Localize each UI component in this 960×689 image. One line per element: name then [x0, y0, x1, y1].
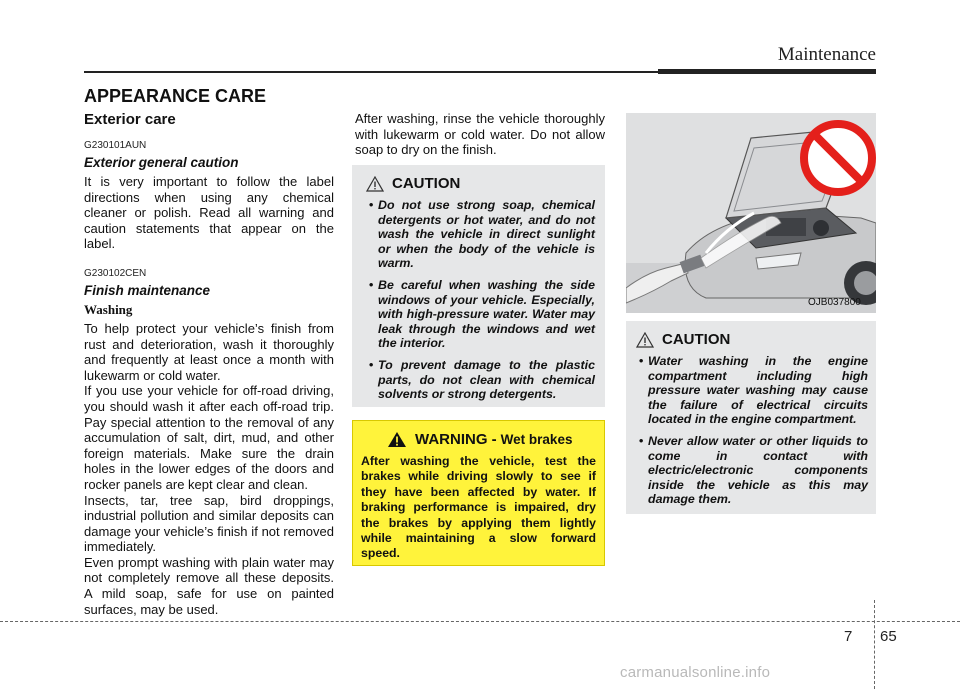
section-title: APPEARANCE CARE	[84, 86, 267, 106]
subheading-general-caution: Exterior general caution	[84, 155, 239, 170]
caution-item: • Do not use strong soap, chemical detergents or hot water, and do not wash the vehicle in direct sunlight or when the body of the vehicle is warm.	[366, 198, 595, 271]
warning-title-sub: Wet brakes	[500, 432, 573, 447]
car-hood-open-illustration	[626, 113, 876, 313]
subheading-finish-maintenance: Finish maintenance	[84, 282, 211, 298]
warning-title-main: WARNING -	[415, 431, 497, 448]
warning-triangle-icon	[387, 431, 407, 448]
caution-triangle-icon	[636, 332, 654, 348]
paragraph-washing-4: Even prompt washing with plain water may not completely remove all these deposits. A mild soap, safe for use on painted surfaces, may be used.	[84, 554, 334, 617]
caution-title: CAUTION	[662, 331, 731, 348]
warning-body: After washing the vehicle, test the brakes while driving slowly to see if they have been affected by water. If braking performance is impaired, dry the brakes by applying them lightly while maintaining a slow forward speed.	[361, 454, 596, 561]
caution-item: • Never allow water or other liquids to come in contact with electric/electronic components inside the vehicle as this may damage them.	[636, 434, 868, 507]
caution-title: CAUTION	[392, 175, 461, 192]
paragraph-washing-3: Insects, tar, tree sap, bird droppings, industrial pollution and similar deposits can damage your vehicle’s finish if not removed immediately.	[84, 492, 334, 555]
paragraph-washing-1: To help protect your vehicle’s finish from rust and deterioration, wash it thoroughly and frequently at least once a month with lukewarm or cold water.	[84, 320, 334, 383]
washing-heading: Washing	[84, 301, 133, 317]
exterior-care-heading: Exterior care	[84, 111, 176, 128]
figure-engine-wash-prohibited	[626, 113, 876, 313]
paragraph-washing-2: If you use your vehicle for off-road driving, you should wash it after each off-road trip. Pay special attention to the removal of any accumulation of salt, dirt, mud, and other foreign materials. Make sure the drain holes in the lower edges of the doors and rocker panels are kept clear and clean.	[84, 383, 334, 492]
caution-heading	[636, 331, 868, 348]
warning-box-wet-brakes	[352, 420, 605, 566]
page-number: 65	[880, 628, 897, 645]
exterior-care-column	[84, 111, 334, 617]
footer-rule	[0, 621, 960, 622]
caution-item: • Water washing in the engine compartment including high pressure water washing may cause the failure of electrical circuits located in the engine compartment.	[636, 354, 868, 427]
warning-heading	[361, 431, 596, 448]
caution-box-washing	[352, 165, 605, 407]
figure-code: OJB037800	[808, 297, 861, 308]
caution-triangle-icon	[366, 176, 384, 192]
caution-item: • Be careful when washing the side windows of your vehicle. Especially, with high-pressure water. Water may leak through the windows and wet the interior.	[366, 278, 595, 351]
caution-box-engine	[626, 321, 876, 514]
caution-item: • To prevent damage to the plastic parts, do not clean with chemical solvents or strong detergents.	[366, 358, 595, 402]
prohibition-icon	[804, 124, 872, 192]
watermark: carmanualsonline.info	[620, 664, 771, 681]
rinse-paragraph-block	[355, 111, 605, 158]
caution-list	[636, 354, 868, 507]
paragraph-rinse: After washing, rinse the vehicle thoroughly with lukewarm or cold water. Do not allow soap to dry on the finish.	[355, 111, 605, 158]
caution-list	[366, 198, 595, 402]
caution-heading	[366, 175, 595, 192]
paragraph-general-caution: It is very important to follow the label directions when using any chemical cleaner or polish. Read all warning and caution statements that appear on the label.	[84, 174, 334, 252]
footer-divider	[874, 600, 875, 689]
header-title: Maintenance	[777, 44, 876, 65]
section-code: G230101AUN	[84, 140, 147, 151]
chapter-number: 7	[844, 628, 853, 645]
section-code: G230102CEN	[84, 267, 147, 279]
header-rule-accent	[658, 69, 876, 74]
